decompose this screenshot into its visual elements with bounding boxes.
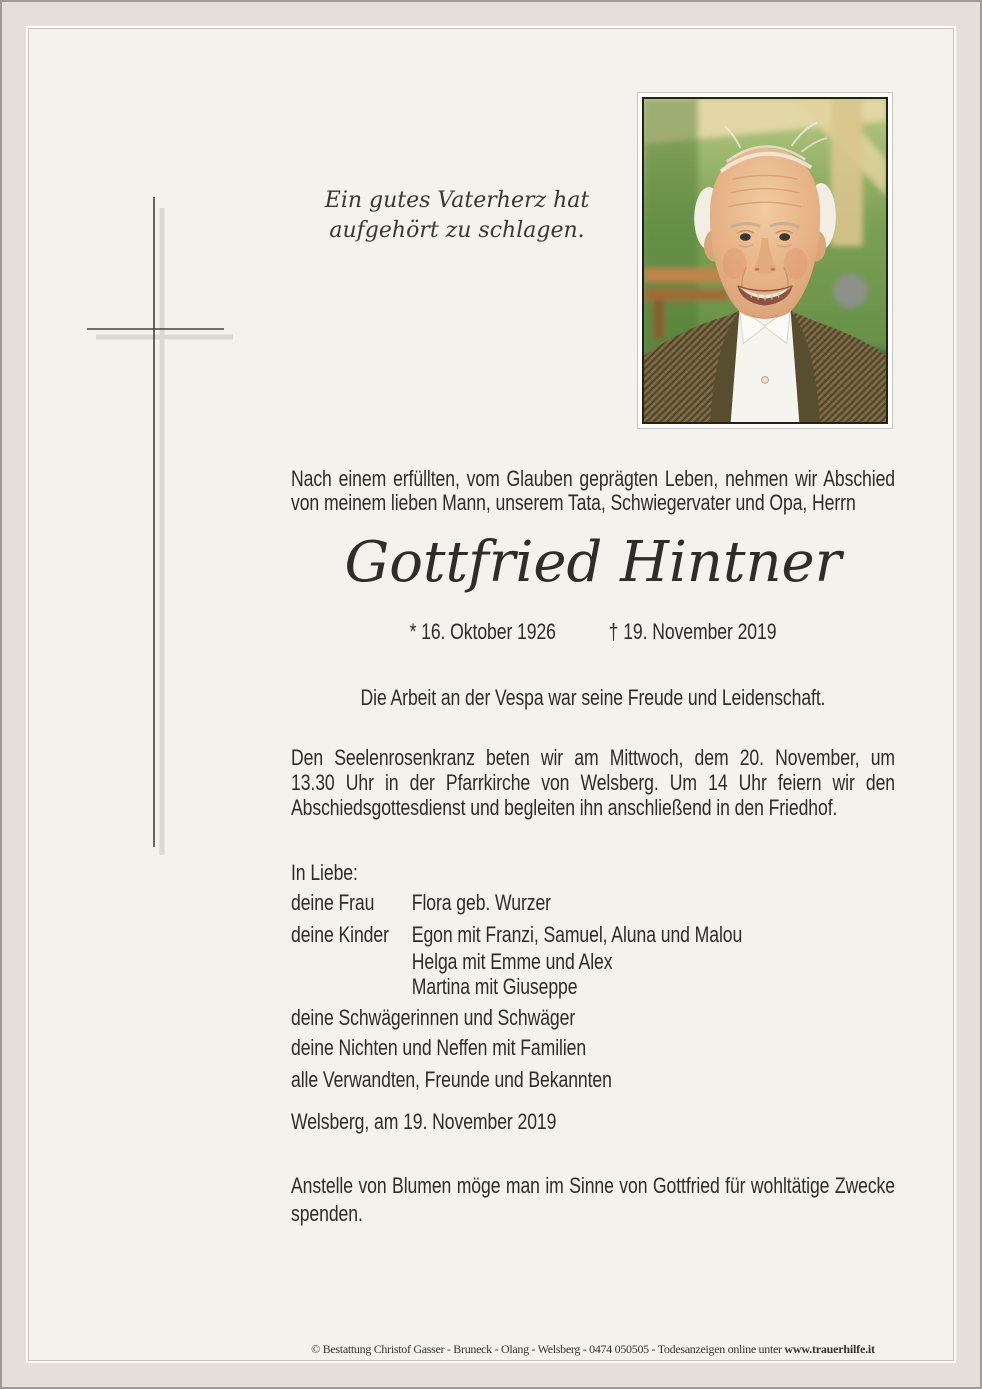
text-line: von meinem lieben Mann, unserem Tata, Schwiegervater und Opa, Herrn: [291, 490, 856, 515]
place-date: Welsberg, am 19. November 2019: [291, 1109, 557, 1134]
memorial-cross-icon: [72, 192, 242, 862]
family-value: Flora geb. Wurzer: [411, 890, 551, 915]
footer: [291, 1342, 895, 1357]
footer-text: © Bestattung Christof Gasser - Bruneck - Olang - Welsberg - 0474 050505 - Todesanzeigen online unter: [311, 1342, 785, 1356]
quote-line: aufgehört zu schlagen.: [329, 218, 585, 243]
deceased-name: Gottfried Hintner: [344, 530, 842, 595]
vespa-line: Die Arbeit an der Vespa war seine Freude und Leidenschaft.: [360, 685, 826, 710]
text-line: Den Seelenrosenkranz beten wir am Mittwoch, dem 20. November, um: [291, 745, 895, 770]
service-paragraph: [291, 745, 895, 820]
mourner-line: alle Verwandten, Freunde und Bekannten: [291, 1067, 612, 1092]
text-line: Anstelle von Blumen möge man im Sinne von Gottfried für wohltätige Zwecke: [291, 1173, 895, 1198]
birth-date: * 16. Oktober 1926: [409, 619, 556, 644]
death-date: † 19. November 2019: [608, 619, 777, 644]
family-label: deine Kinder: [291, 922, 389, 947]
family-value: Martina mit Giuseppe: [411, 974, 578, 999]
family-value: Helga mit Emme und Alex: [411, 949, 613, 974]
family-value: Egon mit Franzi, Samuel, Aluna und Malou: [411, 922, 743, 947]
in-liebe-label: In Liebe:: [291, 860, 358, 885]
text-line: spenden.: [291, 1201, 363, 1226]
intro-paragraph: [291, 467, 895, 515]
quote-line: Ein gutes Vaterherz hat: [324, 188, 590, 213]
donation-note: [291, 1172, 895, 1228]
text-line: Nach einem erfüllten, vom Glauben geprägten Leben, nehmen wir Abschied: [291, 466, 895, 491]
text-line: Abschiedsgottesdienst und begleiten ihn anschließend in den Friedhof.: [291, 795, 838, 820]
text-line: 13.30 Uhr in der Pfarrkirche von Welsberg. Um 14 Uhr feiern wir den: [291, 770, 895, 795]
family-label: deine Frau: [291, 890, 375, 915]
text-column: [291, 2, 895, 1389]
mourner-line: deine Nichten und Neffen mit Familien: [291, 1035, 587, 1060]
trauerhilfe-link[interactable]: www.trauerhilfe.it: [784, 1342, 875, 1356]
life-dates: [291, 619, 895, 645]
mourner-line: deine Schwägerinnen und Schwäger: [291, 1005, 576, 1030]
